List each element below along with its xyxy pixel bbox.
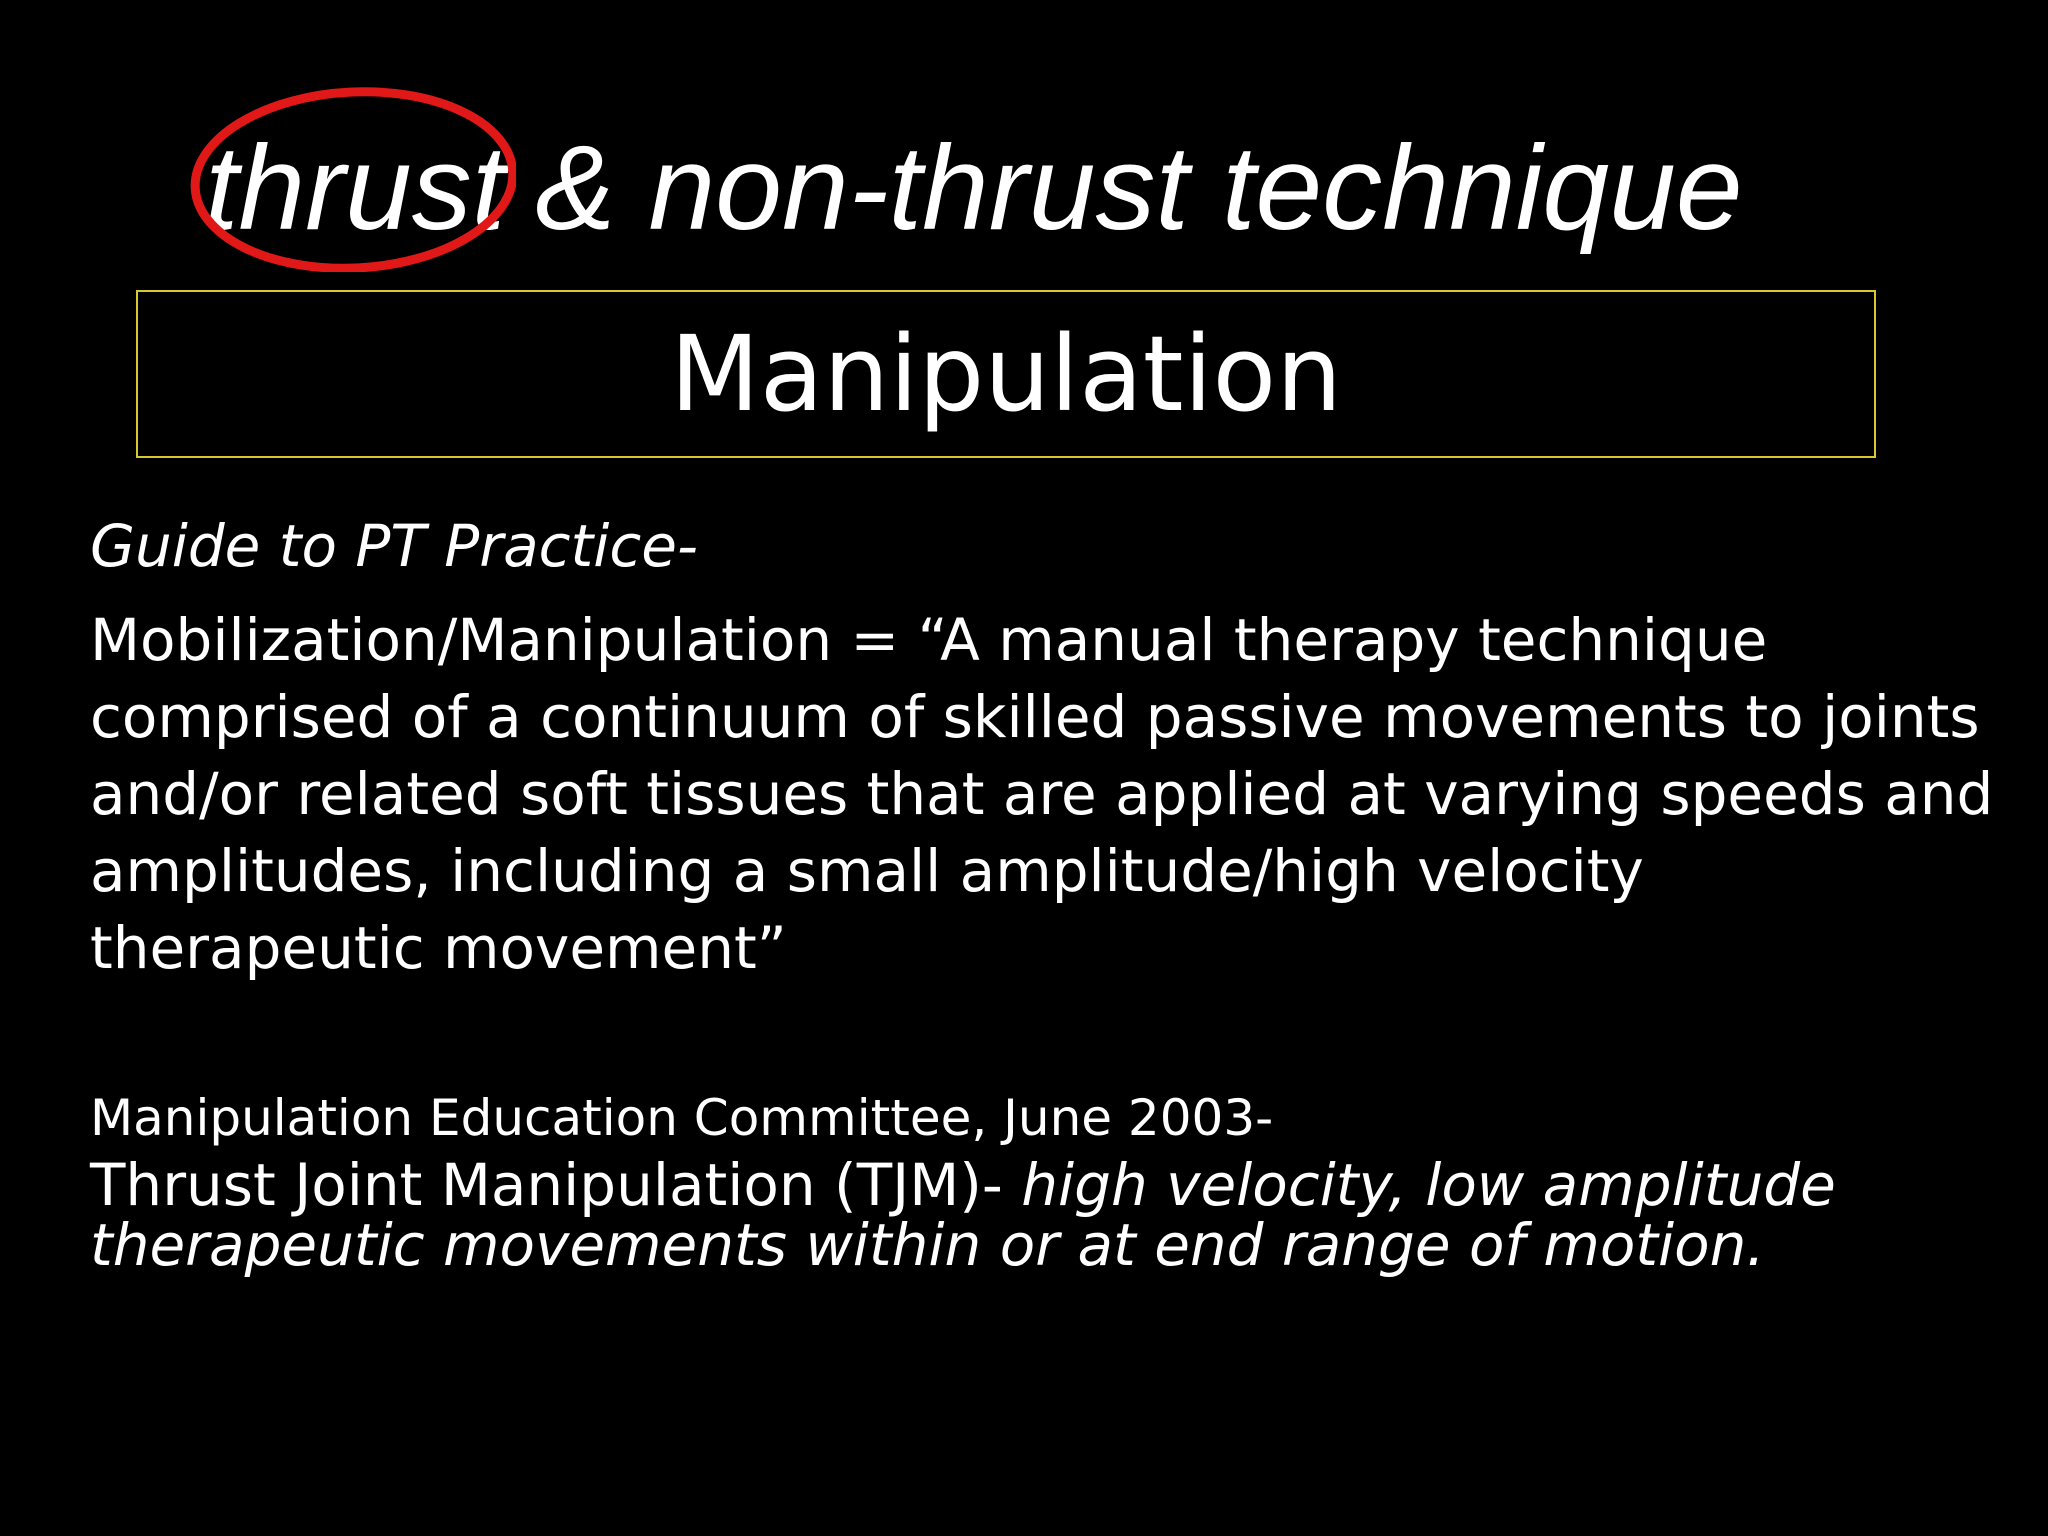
quote-line: amplitudes, including a small amplitude/high velocity — [90, 837, 1644, 905]
guide-source: Guide to PT Practice- — [90, 512, 698, 580]
quote-line: therapeutic movement” — [90, 914, 787, 982]
committee-source: Manipulation Education Committee, June 2003- — [90, 1089, 1274, 1147]
tjm-term: Thrust Joint Manipulation (TJM)- — [90, 1151, 1022, 1219]
heading-circled-word: thrust — [205, 121, 506, 255]
guide-quote — [90, 602, 2010, 987]
quote-line: comprised of a continuum of skilled passive movements to joints — [90, 683, 1980, 751]
quote-line: and/or related soft tissues that are applied at varying speeds and — [90, 760, 1994, 828]
tjm-definition-line2: therapeutic movements within or at end range of motion. — [90, 1211, 1765, 1279]
tjm-definition — [90, 1151, 2010, 1279]
tjm-definition-line1: high velocity, low amplitude — [1021, 1151, 1836, 1219]
quote-line: Mobilization/Manipulation = “A manual therapy technique — [90, 606, 1768, 674]
title-box — [136, 290, 1876, 458]
slide-heading — [205, 118, 1743, 258]
slide-title: Manipulation — [669, 313, 1343, 435]
heading-rest: & non-thrust technique — [535, 121, 1743, 255]
